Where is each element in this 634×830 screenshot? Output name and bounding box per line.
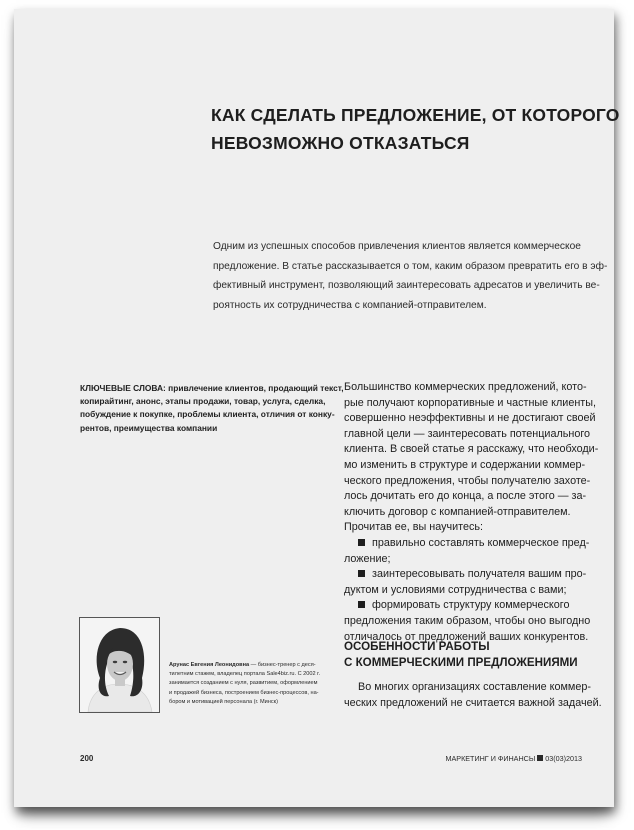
bio-line: тилетним стажем, владелец портала Sale4biz.ru. С 2002 г. (169, 671, 321, 678)
body-line: Большинство коммерческих предложений, кото- (344, 381, 587, 393)
bullet-item (344, 536, 606, 552)
section-heading (344, 639, 606, 671)
body-line: клиента. В своей статье я расскажу, что необходи- (344, 443, 599, 456)
bio-line (169, 661, 319, 670)
author-portrait-image (80, 618, 159, 712)
lead-line: роятность их сотрудничества с компанией-отправителем. (213, 299, 487, 311)
section-heading-line: ОСОБЕННОСТИ РАБОТЫ (344, 640, 490, 653)
bio-line: бором и мотивацией персонала (г. Минск) (169, 698, 278, 705)
bullet-item (344, 567, 606, 583)
body-line: совершенно неэффективны и не достигают своей (344, 412, 596, 425)
body-line: рые получают корпоративные и частные клиенты, (344, 396, 597, 409)
bio-line: и продажей бизнеса, построением бизнес-процессов, на- (169, 689, 319, 696)
keywords-block (80, 382, 342, 435)
author-name: Арунас Евгения Леонидовна (169, 662, 250, 668)
journal-footer (446, 754, 583, 763)
author-photo (79, 617, 160, 713)
article-lead (213, 237, 608, 315)
lead-line: Одним из успешных способов привлечения клиентов является коммерческое (213, 241, 581, 252)
body-line: ключить договор с компанией-отправителем. (344, 505, 571, 518)
bullet-text: правильно составлять коммерческое пред- (372, 536, 590, 549)
body-line: мо изменить в структуре и содержании коммер- (344, 458, 586, 471)
keywords-line: копирайтинг, анонс, этапы продажи, товар, услуга, сделка, (80, 396, 326, 407)
body-line: главной цели — заинтересовать потенциального (344, 427, 591, 440)
page-number: 200 (80, 754, 94, 763)
bullet-continuation: предложения таким образом, чтобы оно выгодно (344, 614, 591, 627)
section-body (344, 680, 606, 711)
lead-line: фективный инструмент, позволяющий заинтересовать адресатов и увеличить ве- (213, 280, 600, 291)
journal-name: МАРКЕТИНГ И ФИНАНСЫ (445, 754, 536, 763)
bullet-continuation: отличалось от предложений ваших конкурентов. (344, 630, 589, 643)
title-line: НЕВОЗМОЖНО ОТКАЗАТЬСЯ (211, 133, 470, 153)
bio-text: — бизнес-тренер с деся- (249, 662, 316, 668)
square-bullet-icon (358, 601, 365, 608)
section-heading-line: С КОММЕРЧЕСКИМИ ПРЕДЛОЖЕНИЯМИ (344, 656, 578, 669)
bullet-continuation: ложение; (344, 552, 391, 565)
issue-number: 03(03)2013 (545, 754, 582, 763)
author-bio (169, 661, 319, 707)
body-line: ческого предложения, чтобы получателю захоте- (344, 474, 591, 487)
square-bullet-icon (358, 539, 365, 546)
lead-line: предложение. В статье рассказывается о том, каким образом превратить его в эф- (213, 260, 608, 272)
bio-line: занимается созданием с нуля, развитием, оформлением (169, 680, 318, 687)
bullet-item (344, 598, 606, 614)
article-title (211, 101, 620, 157)
bullet-text: формировать структуру коммерческого (372, 599, 570, 612)
body-line: лось дочитать его до конца, а после этого — за- (344, 490, 587, 503)
body-column (344, 380, 606, 645)
title-line: КАК СДЕЛАТЬ ПРЕДЛОЖЕНИЕ, ОТ КОТОРОГО (211, 105, 620, 125)
section-body-line: Во многих организациях составление коммер- (358, 681, 591, 693)
magazine-page (14, 9, 620, 807)
keywords-line: рентов, преимущества компании (80, 422, 218, 433)
bullet-text: заинтересовывать получателя вашим про- (372, 568, 587, 581)
keywords-line: побуждение к покупке, проблемы клиента, отличия от конку- (80, 409, 335, 420)
section-body-line: ческих предложений не считается важной задачей. (344, 696, 602, 709)
bullet-continuation: дуктом и условиями сотрудничества с вами; (344, 583, 567, 596)
square-separator-icon (537, 755, 543, 761)
body-line: Прочитав ее, вы научитесь: (344, 521, 484, 534)
keywords-line: КЛЮЧЕВЫЕ СЛОВА: привлечение клиентов, продающий текст, (80, 383, 344, 393)
square-bullet-icon (358, 570, 365, 577)
